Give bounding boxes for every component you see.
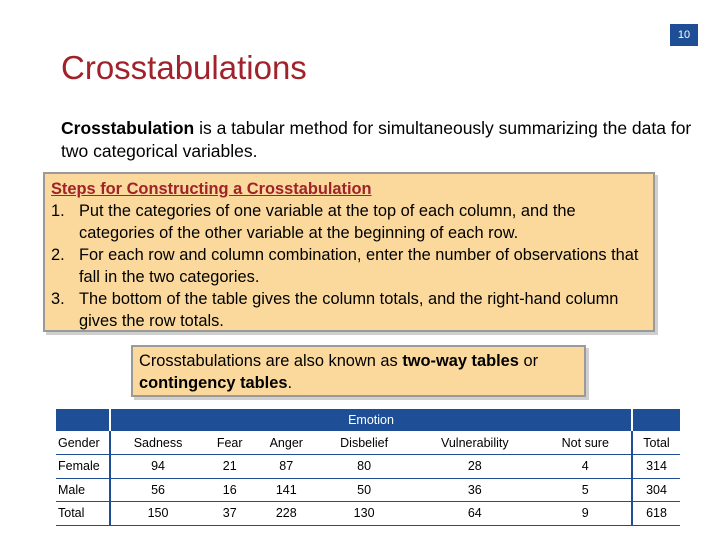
row-label: Male: [56, 478, 110, 502]
table-cell: 28: [410, 455, 540, 479]
band-label: Emotion: [110, 409, 632, 431]
step-item: [51, 244, 647, 288]
header-cell: Gender: [56, 431, 110, 455]
row-total-cell: 304: [632, 478, 680, 502]
intro-term: Crosstabulation: [61, 118, 195, 138]
band-spacer: [632, 409, 680, 431]
intro-definition: is a tabular method for simultaneously summarizing the data for two categorical variables.: [61, 118, 692, 161]
step-item: [51, 288, 647, 332]
step-text: Put the categories of one variable at the top of each column, and the categories of the other variable at the beginning of each row.: [79, 202, 576, 242]
steps-callout: [43, 172, 655, 332]
crosstab-table: [56, 409, 680, 526]
table-row: [56, 455, 680, 479]
aka-term-two-way: two-way tables: [402, 352, 519, 370]
table-cell: 130: [318, 502, 410, 526]
table-cell: 36: [410, 478, 540, 502]
aka-text: or: [518, 352, 539, 370]
header-cell: Sadness: [110, 431, 205, 455]
table-row: [56, 478, 680, 502]
step-text: For each row and column combination, enter the number of observations that fall in the two categories.: [79, 246, 639, 286]
table-totals-row: [56, 502, 680, 526]
step-number: 2.: [51, 246, 65, 264]
table-cell: 16: [205, 478, 254, 502]
table-cell: 228: [254, 502, 318, 526]
table-cell: 5: [540, 478, 632, 502]
table-cell: 80: [318, 455, 410, 479]
table-cell: 150: [110, 502, 205, 526]
row-label: Female: [56, 455, 110, 479]
step-text: The bottom of the table gives the column totals, and the right-hand column gives the row totals.: [79, 290, 619, 330]
aka-text: Crosstabulations are also known as: [139, 352, 403, 370]
aka-text: .: [287, 374, 293, 392]
header-cell: Total: [632, 431, 680, 455]
table-cell: 64: [410, 502, 540, 526]
aka-term-contingency: contingency tables: [139, 374, 288, 392]
table-cell: 50: [318, 478, 410, 502]
row-total-cell: 314: [632, 455, 680, 479]
steps-heading: Steps for Constructing a Crosstabulation: [51, 180, 372, 198]
table-cell: 56: [110, 478, 205, 502]
header-cell: Not sure: [540, 431, 632, 455]
slide-title: Crosstabulations: [61, 49, 307, 86]
slide-number: 10: [670, 24, 698, 46]
intro-paragraph: [61, 117, 701, 163]
step-number: 3.: [51, 290, 65, 308]
header-cell: Fear: [205, 431, 254, 455]
row-label: Total: [56, 502, 110, 526]
grand-total-cell: 618: [632, 502, 680, 526]
step-item: [51, 200, 647, 244]
band-spacer: [56, 409, 110, 431]
header-cell: Disbelief: [318, 431, 410, 455]
header-cell: Anger: [254, 431, 318, 455]
table-cell: 21: [205, 455, 254, 479]
step-number: 1.: [51, 202, 65, 220]
table-header-row: [56, 431, 680, 455]
table-band-row: [56, 409, 680, 431]
table-cell: 141: [254, 478, 318, 502]
table-cell: 94: [110, 455, 205, 479]
aka-callout: [131, 345, 586, 397]
header-cell: Vulnerability: [410, 431, 540, 455]
table-cell: 87: [254, 455, 318, 479]
table-cell: 37: [205, 502, 254, 526]
table-cell: 4: [540, 455, 632, 479]
table-cell: 9: [540, 502, 632, 526]
